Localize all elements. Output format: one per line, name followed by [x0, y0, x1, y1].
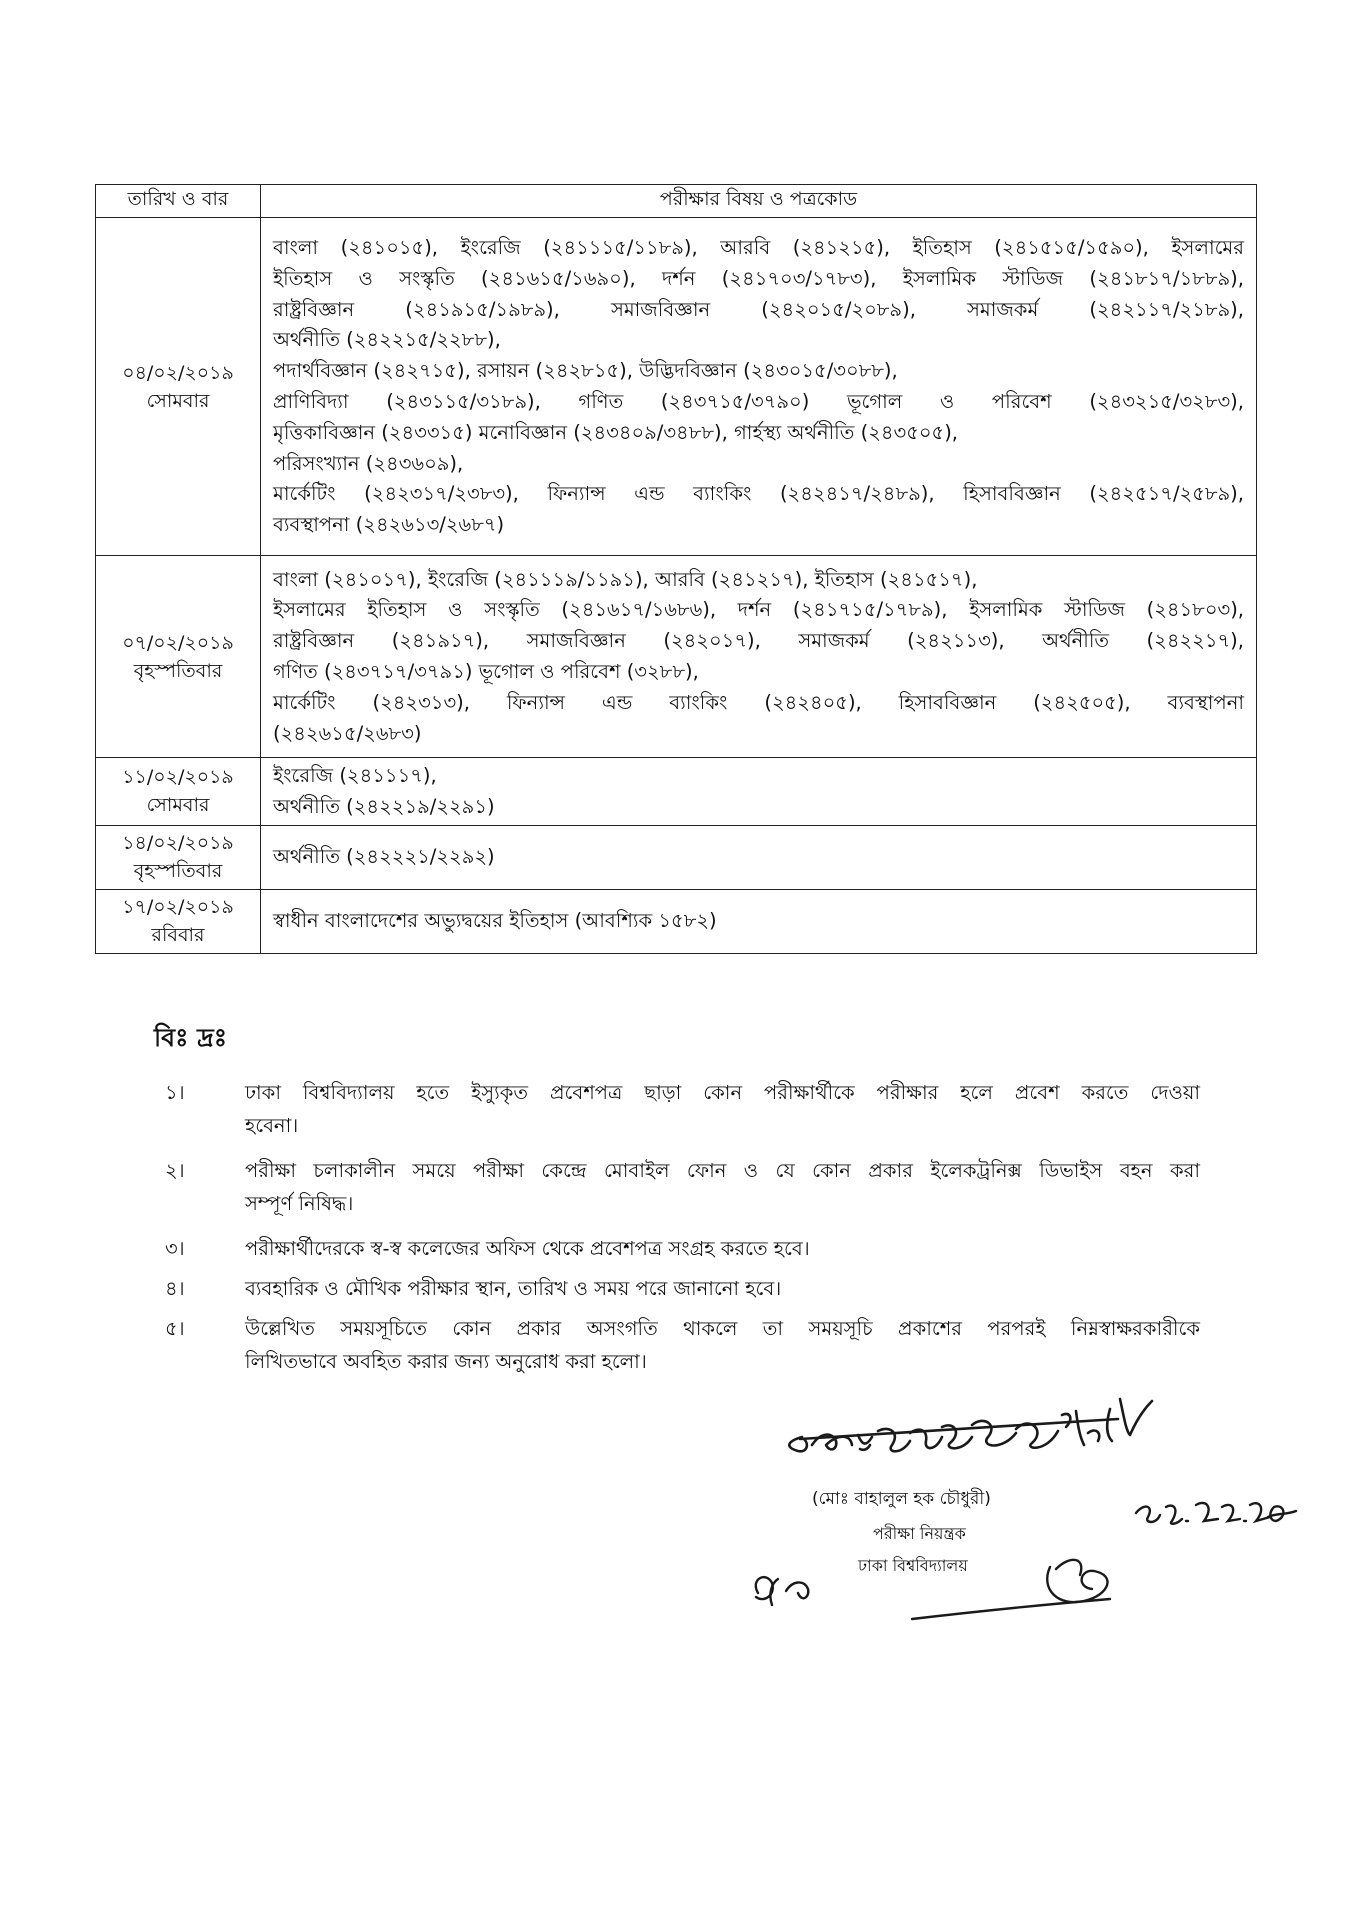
exam-day: সোমবার: [146, 389, 210, 412]
signature-block: [740, 1375, 1300, 1635]
subject-line: পরিসংখ্যান (২৪৩৬০৯),: [273, 451, 464, 475]
row-subjects-cell: [261, 825, 1257, 889]
note-line: পরীক্ষার্থীদেরকে স্ব-স্ব কলেজের অফিস থেকে প্রবেশপত্র সংগ্রহ করতে হবে।: [245, 1237, 810, 1260]
exam-schedule-table: [95, 184, 1257, 954]
subject-line: অর্থনীতি (২৪২২১৯/২২৯১): [273, 794, 495, 818]
table-row: [96, 758, 1257, 826]
note-text: [245, 1272, 1200, 1305]
note-number: ৪।: [165, 1277, 185, 1300]
header-date-day: তারিখ ও বার: [96, 185, 261, 218]
exam-day: রবিবার: [151, 924, 205, 947]
subject-line: ইংরেজি (২৪১১১৭),: [273, 764, 437, 787]
subject-line: বাংলা (২৪১০১৭), ইংরেজি (২৪১১১৯/১১৯১), আরবি (২৪১২১৭), ইতিহাস (২৪১৫১৭),: [273, 567, 978, 591]
note-text: [245, 1312, 1200, 1378]
signatory-name: (মোঃ বাহালুল হক চৌধুরী): [812, 1489, 991, 1509]
row-subjects-cell: [261, 218, 1257, 556]
notes-title: বিঃ দ্রঃ: [154, 1023, 228, 1052]
note-line: লিখিতভাবে অবহিত করার জন্য অনুরোধ করা হলো।: [245, 1350, 647, 1373]
note-line: পরীক্ষা চলাকালীন সময়ে পরীক্ষা কেন্দ্রে মোবাইল ফোন ও যে কোন প্রকার ইলেকট্রনিক্স ডিভাইস বহন করা: [245, 1159, 1200, 1182]
note-line: হবেনা।: [245, 1114, 299, 1137]
row-subjects-cell: [261, 889, 1257, 953]
subject-line: বাংলা (২৪১০১৫), ইংরেজি (২৪১১১৫/১১৮৯), আরবি (২৪১২১৫), ইতিহাস (২৪১৫১৫/১৫৯০), ইসলামের: [273, 236, 1244, 260]
table-row: [96, 556, 1257, 758]
exam-date: ১৪/০২/২০১৯: [122, 832, 234, 855]
subject-line: মার্কেটিং (২৪২৩১৩), ফিন্যান্স এন্ড ব্যাংকিং (২৪২৪০৫), হিসাববিজ্ঞান (২৪২৫০৫), ব্যবস্থাপনা: [273, 690, 1244, 714]
row-subjects-cell: [261, 556, 1257, 758]
note-line: উল্লেখিত সময়সূচিতে কোন প্রকার অসংগতি থাকলে তা সময়সূচি প্রকাশের পরপরই নিম্নস্বাক্ষরকারীকে: [245, 1317, 1200, 1340]
row-date-cell: [96, 556, 261, 758]
subject-line: ইসলামের ইতিহাস ও সংস্কৃতি (২৪১৬১৭/১৬৮৬), দর্শন (২৪১৭১৫/১৭৮৯), ইসলামিক স্টাডিজ (২৪১৮০৩),: [273, 598, 1244, 622]
row-date-cell: [96, 758, 261, 826]
note-text: [245, 1076, 1200, 1142]
row-date-cell: [96, 825, 261, 889]
subject-line: অর্থনীতি (২৪২২২১/২২৯২): [273, 845, 495, 869]
signatory-office: ঢাকা বিশ্ববিদ্যালয়: [858, 1556, 968, 1575]
subject-line: (২৪২৬১৫/২৬৮৩): [273, 721, 422, 745]
subject-line: ইতিহাস ও সংস্কৃতি (২৪১৬১৫/১৬৯০), দর্শন (২৪১৭০৩/১৭৮৩), ইসলামিক স্টাডিজ (২৪১৮১৭/১৮৮৯),: [273, 266, 1244, 290]
note-text: [245, 1232, 1200, 1265]
exam-day: সোমবার: [146, 794, 210, 817]
note-line: ব্যবহারিক ও মৌখিক পরীক্ষার স্থান, তারিখ ও সময় পরে জানানো হবে।: [245, 1277, 782, 1300]
table-row: [96, 218, 1257, 556]
note-text: [245, 1154, 1200, 1220]
subject-line: ব্যবস্থাপনা (২৪২৬১৩/২৬৮৭): [273, 513, 505, 537]
subject-line: অর্থনীতি (২৪২২১৫/২২৮৮),: [273, 328, 501, 352]
signatory-designation: পরীক্ষা নিয়ন্ত্রক: [873, 1524, 966, 1543]
row-date-cell: [96, 218, 261, 556]
header-subject-code: পরীক্ষার বিষয় ও পত্রকোড: [261, 185, 1257, 218]
exam-date: ০৪/০২/২০১৯: [122, 361, 234, 384]
exam-date: ১৭/০২/২০১৯: [122, 896, 234, 919]
note-number: ৫।: [165, 1317, 185, 1340]
note-line: ঢাকা বিশ্ববিদ্যালয় হতে ইস্যুকৃত প্রবেশপত্র ছাড়া কোন পরীক্ষার্থীকে পরীক্ষার হলে প্রবেশ করতে দেওয়া: [245, 1081, 1200, 1104]
exam-day: বৃহস্পতিবার: [133, 860, 223, 883]
exam-day: বৃহস্পতিবার: [133, 659, 223, 682]
subject-line: মার্কেটিং (২৪২৩১৭/২৩৮৩), ফিন্যান্স এন্ড ব্যাংকিং (২৪২৪১৭/২৪৮৯), হিসাববিজ্ঞান (২৪২৫১৭/২৫৮৯),: [273, 482, 1244, 506]
subject-line: গণিত (২৪৩৭১৭/৩৭৯১) ভূগোল ও পরিবেশ (৩২৮৮),: [273, 660, 699, 683]
note-number: ১।: [165, 1081, 185, 1104]
subject-line: মৃত্তিকাবিজ্ঞান (২৪৩৩১৫) মনোবিজ্ঞান (২৪৩৪০৯/৩৪৮৮), গার্হস্থ্য অর্থনীতি (২৪৩৫০৫),: [273, 420, 959, 444]
note-line: সম্পূর্ণ নিষিদ্ধ।: [245, 1192, 354, 1215]
exam-date: ০৭/০২/২০১৯: [122, 631, 234, 654]
row-date-cell: [96, 889, 261, 953]
subject-line: পদার্থবিজ্ঞান (২৪২৭১৫), রসায়ন (২৪২৮১৫), উদ্ভিদবিজ্ঞান (২৪৩০১৫/৩০৮৮),: [273, 359, 898, 383]
subject-line: রাষ্ট্রবিজ্ঞান (২৪১৯১৫/১৯৮৯), সমাজবিজ্ঞান (২৪২০১৫/২০৮৯), সমাজকর্ম (২৪২১১৭/২১৮৯),: [273, 297, 1244, 321]
subject-line: স্বাধীন বাংলাদেশের অভ্যুদ্বয়ের ইতিহাস (আবশ্যিক ১৫৮২): [273, 909, 717, 933]
note-number: ২।: [165, 1159, 185, 1182]
exam-date: ১১/০২/২০১৯: [122, 766, 234, 789]
table-row: [96, 825, 1257, 889]
note-number: ৩।: [165, 1237, 185, 1260]
row-subjects-cell: [261, 758, 1257, 826]
subject-line: রাষ্ট্রবিজ্ঞান (২৪১৯১৭), সমাজবিজ্ঞান (২৪২০১৭), সমাজকর্ম (২৪২১১৩), অর্থনীতি (২৪২২১৭),: [273, 629, 1244, 653]
subject-line: প্রাণিবিদ্যা (২৪৩১১৫/৩১৮৯), গণিত (২৪৩৭১৫/৩৭৯০) ভূগোল ও পরিবেশ (২৪৩২১৫/৩২৮৩),: [273, 390, 1244, 413]
table-row: [96, 889, 1257, 953]
table-header-row: [96, 185, 1257, 218]
